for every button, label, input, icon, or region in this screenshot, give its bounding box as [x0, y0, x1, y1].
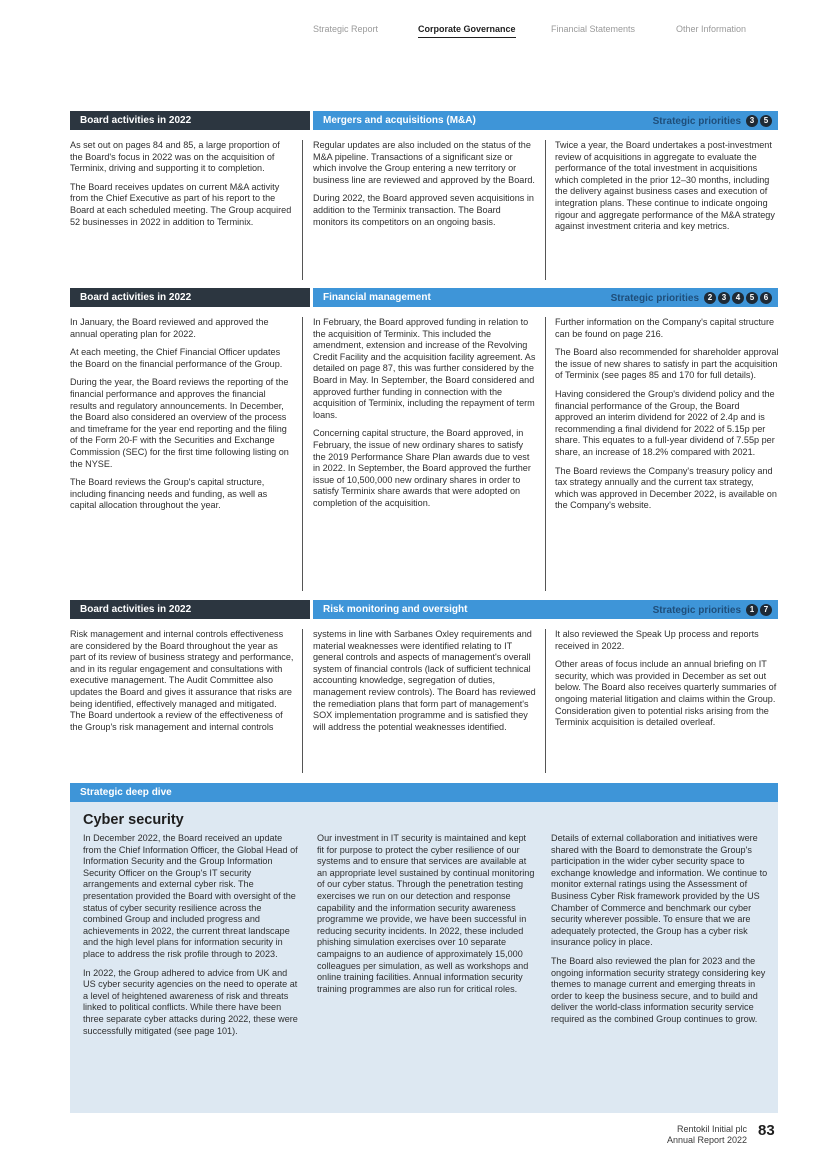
paragraph: Our investment in IT security is maintained and kept fit for purpose to protect the cyber resilience of our systems and to ensure that services are available at an appropriate level sustained by continual monitoring of our cyber status. Through the penetration testing exercises we run on our detection and response capability and the information security awareness programme we provide, we have been successful in reducing security incidents. In 2022, these included phishing simulation exercises over 10 separate campaigns to an audience of approximately 15,000 colleagues per simulation, as well as workshops and online training facilities. Annual information security training programmes are also run for critical roles. [317, 833, 535, 994]
priorities-label: Strategic priorities [652, 115, 741, 127]
nav-other-information[interactable]: Other Information [676, 24, 747, 34]
section-dark-title: Board activities in 2022 [70, 600, 310, 619]
section-header-financial [70, 288, 778, 307]
ma-column-3 [555, 140, 779, 240]
paragraph: It also reviewed the Speak Up process and reports received in 2022. [555, 629, 759, 651]
ma-column-1 [70, 140, 294, 235]
paragraph: Details of external collaboration and initiatives were shared with the Board to demonstrate the Group's participation in the wider cyber security space to exchange knowledge and information. We continue to monitor external ratings using the Assessment of Business Cyber Risk framework provided by the US Chamber of Commerce and benchmark our cyber security wherever possible. To ensure that we are adequately protected, the Group has a cyber risk insurance policy in place. [551, 833, 768, 948]
nav-strategic-report[interactable]: Strategic Report [313, 24, 379, 34]
paragraph: As set out on pages 84 and 85, a large proportion of the Board's focus in 2022 was on the acquisition of Terminix, driving and supporting it to completion. [70, 140, 280, 174]
paragraph: Twice a year, the Board undertakes a post-investment review of acquisitions in aggregate to evaluate the performance of the total investment in acquisitions which completed in the prior 12–30 months, including the delivery against business cases and execution of integration plans. These continue to indicate ongoing rigour and aggregate performance of the M&A strategy against investment criteria and key metrics. [555, 140, 775, 232]
deep-dive-header: Strategic deep dive [70, 783, 778, 802]
nav-corporate-governance[interactable]: Corporate Governance [418, 24, 516, 38]
paragraph: The Board reviews the Company's treasury policy and tax strategy annually and the current tax strategy, which was approved in December 2022, is available on the Company's website. [555, 465, 777, 511]
section-dark-title: Board activities in 2022 [70, 111, 310, 130]
priority-badge: 6 [760, 292, 772, 304]
strategic-priorities [611, 288, 778, 307]
section-dark-title: Board activities in 2022 [70, 288, 310, 307]
priority-badge: 7 [760, 604, 772, 616]
paragraph: The Board also reviewed the plan for 2023 and the ongoing information security strategy considering key themes to manage current and emerging threats in order to keep the business secure, and to build and deliver the world-class information security service required as the combined Group continues to grow. [551, 955, 766, 1024]
strategic-priorities [653, 600, 778, 619]
paragraph: The Board reviews the Group's capital structure, including financing needs and funding, as well as capital allocation throughout the year. [70, 477, 268, 511]
paragraph: Further information on the Company's capital structure can be found on page 216. [555, 317, 775, 339]
priority-badge: 3 [718, 292, 730, 304]
section-header-ma [70, 111, 778, 130]
priority-badge: 5 [760, 115, 772, 127]
strategic-priorities [653, 111, 778, 130]
footer-report: Annual Report 2022 [666, 1135, 747, 1145]
paragraph: Having considered the Group's dividend policy and the financial performance of the Group, the Board approved an interim dividend for 2022 of 2.4p and is recommending a final dividend for 2022 of 5.15p per share. This equates to a full-year dividend of 7.55p per share, an increase of 18.2% compared with 2021. [555, 388, 775, 457]
priority-badge: 5 [746, 292, 758, 304]
priorities-label: Strategic priorities [652, 604, 741, 616]
column-divider [302, 317, 303, 591]
priority-badge: 2 [704, 292, 716, 304]
priority-badge: 3 [746, 115, 758, 127]
financial-column-3 [555, 317, 779, 519]
paragraph: During 2022, the Board approved seven acquisitions in addition to the Terminix transaction. The Board monitors its competitors on an ongoing basis. [313, 193, 534, 227]
column-divider [302, 629, 303, 773]
page-footer [667, 1124, 747, 1146]
paragraph: Other areas of focus include an annual briefing on IT security, which was provided in December as set out below. The Board also receives quarterly summaries of ongoing material litigation and claims within the Group. Consideration given to potential risks arising from the Terminix acquisition is detailed overleaf. [555, 659, 777, 728]
paragraph: Concerning capital structure, the Board approved, in February, the issue of new ordinary shares to satisfy the 2019 Performance Share Plan awards due to vest in 2022. In September, the Board approved the further issue of 10,500,000 new ordinary shares in order to satisfy Terminix share awards that were adopted on completion of the acquisition. [313, 428, 531, 508]
paragraph: At each meeting, the Chief Financial Officer updates the Board on the financial performance of the Group. [70, 347, 283, 369]
paragraph: Regular updates are also included on the status of the M&A pipeline. Transactions of a significant size or which involve the Group entering a new territory or business line are reviewed and approved by the Board. [313, 140, 535, 185]
deep-dive-column-3 [551, 833, 769, 1033]
column-divider [545, 629, 546, 773]
footer-company: Rentokil Initial plc [676, 1124, 747, 1134]
section-blue-title: Risk monitoring and oversight [313, 600, 778, 619]
page-number: 83 [758, 1122, 775, 1139]
deep-dive-column-1 [83, 833, 301, 1044]
paragraph: The Board receives updates on current M&A activity from the Chief Executive as part of his report to the Board at each scheduled meeting. The Group acquired 52 businesses in 2022 in addition to Terminix. [70, 181, 292, 227]
top-navigation [0, 24, 825, 38]
risk-column-1 [70, 629, 294, 740]
section-header-risk [70, 600, 778, 619]
paragraph: The Board also recommended for shareholder approval the issue of new shares to satisfy in part the acquisition of Terminix (see pages 85 and 170 for full details). [555, 347, 779, 381]
financial-column-2 [313, 317, 537, 517]
deep-dive-column-2 [317, 833, 535, 1002]
column-divider [545, 317, 546, 591]
paragraph: Risk management and internal controls effectiveness are considered by the Board throughout the year as part of its review of business strategy and performance, and in its regular engagement and consultations with executive management. The Audit Committee also updates the Board and gives it assurance that risks are being identified, effectively managed and mitigated. The Board undertook a review of the effectiveness of the Group's risk management and internal controls [70, 629, 294, 732]
paragraph: In December 2022, the Board received an update from the Chief Information Officer, the Global Head of Information Security and the Group Information Security Officer on the Group's IT security arrangements and external cyber risk. The presentation provided the Board with oversight of the status of cyber security resilience across the combined Group and included progress and achievements in 2022, the current threat landscape and the high level plans for information security in place to address the risk profile through to 2023. [83, 833, 298, 959]
risk-column-3 [555, 629, 779, 736]
deep-dive-title: Cyber security [83, 812, 184, 828]
column-divider [545, 140, 546, 280]
paragraph: In 2022, the Group adhered to advice from UK and US cyber security agencies on the need to operate at a level of heightened awareness of risk and threats linked to political conflicts. While there have been three separate cyber attacks during 2022, these were successfully mitigated (see page 101). [83, 967, 298, 1036]
priority-badge: 4 [732, 292, 744, 304]
priorities-label: Strategic priorities [610, 292, 699, 304]
ma-column-2 [313, 140, 537, 235]
paragraph: In January, the Board reviewed and approved the annual operating plan for 2022. [70, 317, 269, 339]
section-blue-title: Mergers and acquisitions (M&A) [313, 111, 778, 130]
paragraph: systems in line with Sarbanes Oxley requirements and material weaknesses were identified relating to IT general controls and aspects of management's overall system of financial controls (lack of sufficient technical accounting knowledge, segregation of duties, management review controls). The Board has reviewed the remediation plans that form part of management's SOX implementation programme and is satisfied they will address the potential weaknesses identified. [313, 629, 536, 732]
risk-column-2 [313, 629, 537, 740]
paragraph: During the year, the Board reviews the reporting of the financial performance and approves the financial results and regulatory announcements. In December, the Board also considered an overview of the process and timeframe for the year end reporting and the filing of the Form 20-F with the Securities and Exchange Commission (SEC) for the first time following listing on the NYSE. [70, 377, 289, 469]
nav-financial-statements[interactable]: Financial Statements [551, 24, 636, 34]
paragraph: In February, the Board approved funding in relation to the acquisition of Terminix. This included the amendment, extension and increase of the Revolving Credit Facility and the acquisition facility agreement. As detailed on page 87, this was further considered by the Board in May. In September, the Board considered and approved further funding in connection with the acquisition of Terminix, including the repayment of term loans. [313, 317, 536, 420]
section-blue-title: Financial management [313, 288, 778, 307]
priority-badge: 1 [746, 604, 758, 616]
financial-column-1 [70, 317, 294, 519]
column-divider [302, 140, 303, 280]
